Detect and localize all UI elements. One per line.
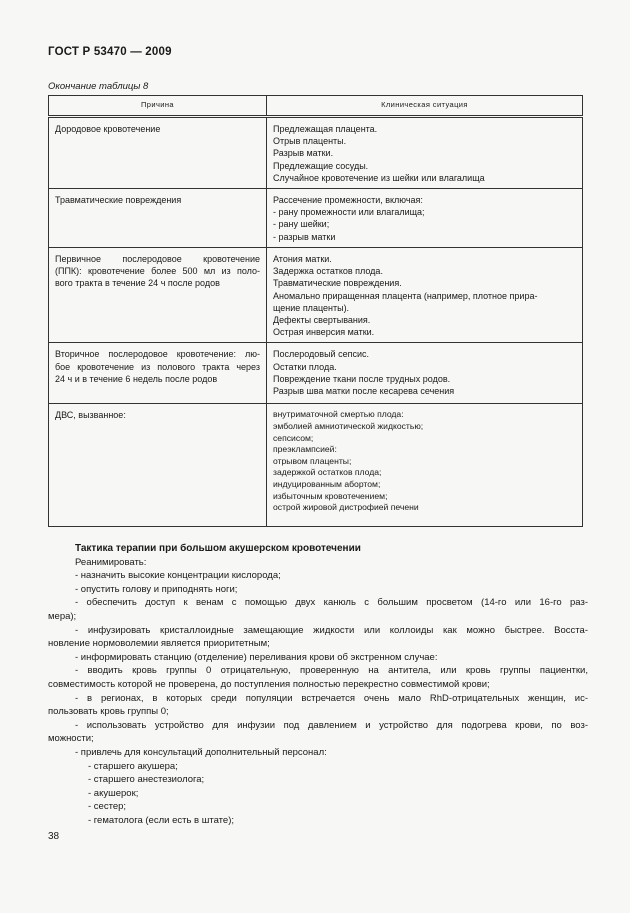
situation-cell	[267, 404, 583, 527]
cause-line: 24 ч и в течение 6 недель после родов	[55, 373, 218, 384]
text-line: совместимость которой не проверена, до поступления полностью перекрестно совместимой крови;	[48, 678, 490, 690]
clinical-table	[48, 95, 583, 527]
situation-line: Разрыв матки.	[273, 148, 334, 159]
situation-line: Рассечение промежности, включая:	[273, 195, 423, 206]
situation-line: Травматические повреждения.	[273, 278, 402, 289]
text-line: - привлечь для консультаций дополнительный персонал:	[75, 746, 327, 758]
situation-line: эмболией амниотической жидкостью;	[273, 421, 424, 432]
cause-cell	[49, 189, 267, 248]
text-line: - информировать станцию (отделение) переливания крови об экстренном случае:	[75, 651, 438, 663]
therapy-section	[48, 542, 588, 827]
situation-line: - разрыв матки	[273, 231, 336, 242]
cause-cell	[49, 404, 267, 527]
situation-line: избыточным кровотечением;	[273, 490, 388, 501]
situation-line: - рану шейки;	[273, 219, 330, 230]
text-line: - гематолога (если есть в штате);	[88, 814, 234, 826]
text-line: - в регионах, в которых среди популяции встречается очень мало RhD-отрицательных женщин, ис-	[75, 692, 588, 704]
situation-line: Разрыв шва матки после кесарева сечения	[273, 386, 455, 397]
table-caption: Окончание таблицы 8	[48, 81, 149, 92]
situation-line: Задержка остатков плода.	[273, 266, 383, 277]
situation-line: щение плаценты).	[273, 302, 350, 313]
text-line: мера);	[48, 610, 77, 622]
document-header: ГОСТ Р 53470 — 2009	[48, 46, 172, 58]
cause-cell	[49, 117, 267, 189]
cause-line: Дородовое кровотечение	[55, 124, 161, 134]
table-row	[49, 343, 583, 404]
text-line: можности;	[48, 733, 94, 745]
cause-line: бое кровотечение из полового тракта через	[55, 361, 260, 372]
situation-cell	[267, 189, 583, 248]
text-line: - старшего анестезиолога;	[88, 774, 205, 786]
text-line: пользовать кровь группы 0;	[48, 706, 169, 718]
situation-line: индуцированным абортом;	[273, 479, 381, 489]
situation-line: - рану промежности или влагалища;	[273, 207, 425, 218]
situation-line: Случайное кровотечение из шейки или влагалища	[273, 172, 485, 183]
situation-cell	[267, 343, 583, 404]
table-row	[49, 117, 583, 189]
text-line: - старшего акушера;	[88, 760, 178, 772]
cause-line: ДВС, вызванное:	[55, 410, 126, 421]
cause-line: Вторичное послеродовое кровотечение: лю-	[55, 349, 260, 360]
text-line: - сестер;	[88, 801, 127, 813]
text-line: - инфузировать кристаллоидные замещающие жидкости или коллоиды как можно быстрее. Восста-	[75, 624, 588, 636]
situation-line: острой жировой дистрофией печени	[273, 502, 419, 513]
situation-line: отрывом плаценты;	[273, 455, 352, 466]
situation-line: преэклампсией:	[273, 444, 337, 455]
text-line: - вводить кровь группы 0 отрицательную, проверенную на антитела, или кровь группы пациентки,	[75, 665, 588, 677]
text-line: - назначить высокие концентрации кислорода;	[75, 570, 281, 582]
situation-line: задержкой остатков плода;	[273, 467, 382, 478]
cause-line: Первичное послеродовое кровотечение	[55, 254, 260, 265]
situation-line: Дефекты свертывания.	[273, 315, 371, 326]
text-line: - акушерок;	[88, 787, 139, 799]
cause-cell	[49, 248, 267, 343]
situation-line: Послеродовый сепсис.	[273, 349, 369, 360]
cause-line: (ППК): кровотечение более 500 мл из поло-	[55, 266, 260, 277]
situation-line: Острая инверсия матки.	[273, 327, 375, 338]
situation-line: сепсисом;	[273, 432, 314, 443]
column-header-situation: Клиническая ситуация	[267, 96, 583, 117]
situation-cell	[267, 248, 583, 343]
situation-line: Атония матки.	[273, 254, 332, 265]
situation-line: Отрыв плаценты.	[273, 136, 347, 147]
situation-cell	[267, 117, 583, 189]
situation-line: Предлежащая плацента.	[273, 124, 378, 134]
situation-line: Повреждение ткани после трудных родов.	[273, 373, 451, 384]
text-line: - опустить голову и приподнять ноги;	[75, 583, 238, 595]
text-line: Реанимировать:	[75, 556, 147, 568]
situation-line: Аномально приращенная плацента (например, плотное прира-	[273, 290, 538, 301]
text-line: - обеспечить доступ к венам с помощью двух канюль с большим просветом (14-го или 16-го раз-	[75, 597, 588, 609]
cause-line: Травматические повреждения	[55, 195, 182, 206]
situation-line: Предлежащие сосуды.	[273, 160, 369, 171]
text-line: - использовать устройство для инфузии под давлением и устройство для подогрева крови, по воз-	[75, 719, 588, 731]
cause-line: вого тракта в течение 24 ч после родов	[55, 278, 220, 289]
situation-line: внутриматочной смертью плода:	[273, 409, 404, 420]
table-row	[49, 248, 583, 343]
text-line: новление нормоволемии является приоритетным;	[48, 638, 270, 650]
table-row	[49, 189, 583, 248]
table-row	[49, 404, 583, 527]
page-number: 38	[48, 831, 60, 842]
column-header-cause: Причина	[49, 96, 267, 117]
situation-line: Остатки плода.	[273, 361, 337, 372]
cause-cell	[49, 343, 267, 404]
section-title: Тактика терапии при большом акушерском кровотечении	[75, 543, 361, 554]
